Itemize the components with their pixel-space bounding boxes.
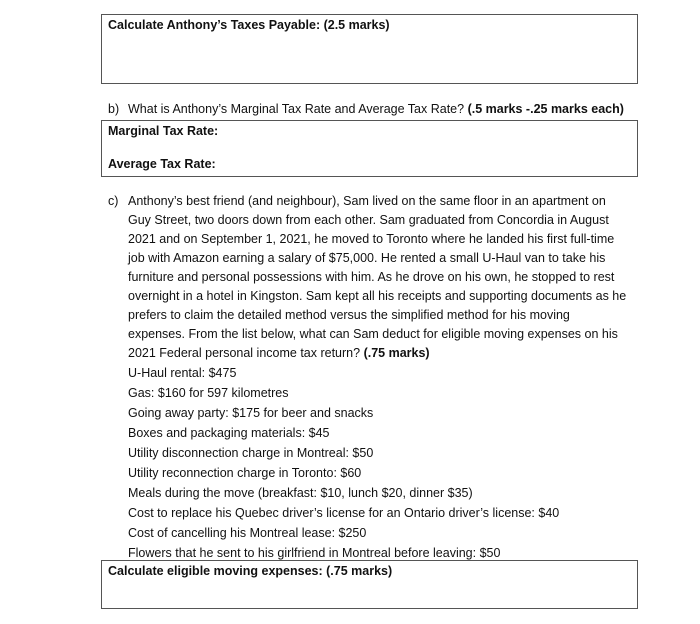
part-c-marks: (.75 marks)	[363, 346, 430, 360]
moving-expenses-answer-box[interactable]	[101, 560, 638, 609]
part-b-marks: (.5 marks -.25 marks each)	[467, 102, 624, 116]
expense-item: U-Haul rental: $475	[128, 366, 237, 380]
part-c-paragraph-line: furniture and personal possessions with him. As he drove on his own, he stopped to rest	[128, 270, 615, 284]
expense-item: Utility disconnection charge in Montreal: $50	[128, 446, 374, 460]
part-c-paragraph-line: Anthony’s best friend (and neighbour), Sam lived on the same floor in an apartment on	[128, 194, 606, 208]
part-b-letter: b)	[108, 102, 120, 116]
part-c-paragraph-line: Guy Street, two doors down from each other. Sam graduated from Concordia in August	[128, 213, 609, 227]
expense-item: Gas: $160 for 597 kilometres	[128, 386, 289, 400]
expense-item: Going away party: $175 for beer and snacks	[128, 406, 374, 420]
part-c-paragraph-line: job with Amazon earning a salary of $75,000. He rented a small U-Haul van to take his	[128, 251, 606, 265]
part-c-question-text: 2021 Federal personal income tax return?	[128, 346, 364, 360]
expense-item: Cost to replace his Quebec driver’s license for an Ontario driver’s license: $40	[128, 506, 560, 520]
part-c-letter: c)	[108, 194, 119, 208]
part-c-question-line	[128, 346, 430, 360]
taxes-payable-label: Calculate Anthony’s Taxes Payable: (2.5 marks)	[108, 18, 390, 32]
expense-item: Flowers that he sent to his girlfriend in Montreal before leaving: $50	[128, 546, 501, 560]
expense-item: Meals during the move (breakfast: $10, lunch $20, dinner $35)	[128, 486, 473, 500]
tax-rate-answer-box[interactable]	[101, 120, 638, 177]
average-tax-rate-label: Average Tax Rate:	[108, 157, 216, 171]
part-b-question-text: What is Anthony’s Marginal Tax Rate and Average Tax Rate?	[128, 102, 468, 116]
expense-item: Boxes and packaging materials: $45	[128, 426, 330, 440]
expense-item: Utility reconnection charge in Toronto: $60	[128, 466, 362, 480]
part-c-paragraph-line: expenses. From the list below, what can Sam deduct for eligible moving expenses on his	[128, 327, 618, 341]
expense-item: Cost of cancelling his Montreal lease: $250	[128, 526, 367, 540]
part-c-paragraph-line: overnight in a hotel in Kingston. Sam kept all his receipts and supporting documents as he	[128, 289, 627, 303]
moving-expenses-label: Calculate eligible moving expenses: (.75 marks)	[108, 564, 393, 578]
part-c-paragraph-line: prefers to claim the detailed method versus the simplified method for his moving	[128, 308, 570, 322]
part-c-paragraph-line: 2021 and on September 1, 2021, he moved to Toronto where he landed his first full-time	[128, 232, 615, 246]
taxes-payable-answer-box[interactable]	[101, 14, 638, 84]
part-b-question	[128, 102, 624, 116]
marginal-tax-rate-label: Marginal Tax Rate:	[108, 124, 219, 138]
